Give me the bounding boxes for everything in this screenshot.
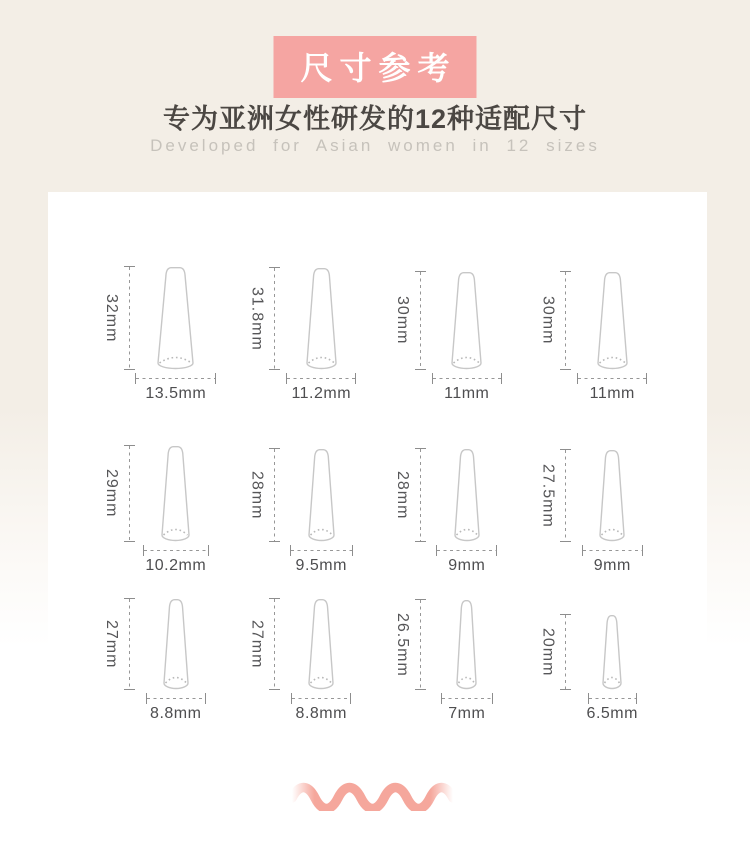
height-dash [420,600,421,689]
height-dimension-label: 27.5mm [539,463,557,528]
height-dimension-label: 30mm [393,296,411,345]
nail-figure [143,445,209,574]
nail-tip-outline [162,598,190,690]
width-dimension-line [441,693,493,704]
nail-tip-outline [305,267,338,370]
nail-figure [577,271,647,402]
nail-size-cell [103,445,249,574]
height-dimension-line [560,449,571,542]
height-dimension [102,266,135,370]
nail-size-cell [394,445,540,574]
nail-size-grid [103,0,685,851]
height-dimension-line [415,599,426,690]
width-dimension-line [432,373,502,384]
width-dash [578,378,646,379]
height-dash [420,449,421,541]
height-dimension-line [124,445,135,542]
section-title: 专为亚洲女性研发的12种适配尺寸 [162,104,588,134]
nail-tip-outline [307,598,335,690]
width-dimension-line [577,373,647,384]
width-dimension-line [436,545,497,556]
width-dash [287,378,355,379]
height-dash [274,449,275,541]
size-row [103,266,685,402]
height-dash [565,615,566,689]
height-dash [420,272,421,369]
nail-size-cell [249,598,395,722]
width-dimension-line [286,373,356,384]
height-dimension-label: 28mm [248,470,266,520]
nail-size-cell [249,266,395,402]
height-dimension-label: 30mm [539,296,557,345]
size-row [103,445,685,574]
width-dimension-line [143,545,209,556]
height-dash [274,268,275,369]
width-dimension-label: 10.2mm [145,557,207,574]
nail-tip-outline [450,271,483,370]
height-dimension-label: 26.5mm [393,612,411,677]
height-dimension-label: 20mm [539,627,557,677]
width-dimension-label: 9.5mm [295,557,347,574]
height-dimension-label: 27mm [102,619,120,669]
height-dimension-line [124,598,135,690]
height-dimension [538,449,571,542]
width-dash [291,550,352,551]
nail-tip-outline [601,614,623,690]
nail-size-cell [394,266,540,402]
size-row [103,598,685,722]
height-dash [129,599,130,689]
height-dimension-line [415,448,426,542]
nail-size-cell [249,445,395,574]
section-subtitle-en: Developed for Asian women in 12 sizes [150,136,600,155]
width-dimension-label: 6.5mm [586,705,638,722]
nail-tip-outline [598,449,626,542]
width-dimension-line [588,693,637,704]
height-dimension [538,614,571,690]
height-dimension-line [560,614,571,690]
nail-figure [436,448,497,574]
nail-figure [587,614,638,722]
nail-tip-outline [596,271,629,370]
nail-tip-outline [455,599,478,690]
width-dimension-label: 11.2mm [291,385,352,402]
wave-decoration [287,777,463,811]
nail-size-cell [394,598,540,722]
height-dimension-line [124,266,135,370]
width-dash [147,698,205,699]
height-dash [129,446,130,541]
nail-figure [441,599,493,722]
section-badge: 尺寸参考 [273,36,476,98]
nail-figure [135,266,216,402]
width-dimension-line [291,693,351,704]
width-dimension-label: 8.8mm [150,705,202,722]
height-dimension-line [269,598,280,690]
width-dimension-line [582,545,643,556]
width-dimension-label: 13.5mm [145,385,207,402]
height-dimension-line [269,448,280,542]
height-dimension [247,267,280,370]
wave-path [292,788,453,809]
height-dash [274,599,275,689]
width-dash [433,378,501,379]
height-dash [129,267,130,369]
height-dimension-line [415,271,426,370]
nail-tip-outline [156,266,195,370]
width-dash [589,698,636,699]
width-dimension-line [146,693,206,704]
nail-figure [146,598,206,722]
height-dimension-line [269,267,280,370]
height-dimension [247,598,280,690]
width-dimension-line [135,373,216,384]
height-dimension [102,598,135,690]
nail-figure [432,271,502,402]
height-dimension [393,599,426,690]
nail-tip-outline [307,448,336,542]
height-dimension [102,445,135,542]
nail-figure [582,449,643,574]
width-dimension-label: 11mm [444,385,490,402]
width-dash [292,698,350,699]
width-dash [136,378,215,379]
height-dimension [538,271,571,370]
nail-size-cell [540,445,686,574]
width-dash [437,550,496,551]
nail-size-cell [540,598,686,722]
height-dimension [393,448,426,542]
width-dimension-label: 8.8mm [295,705,347,722]
width-dimension-label: 9mm [593,557,631,574]
width-dash [442,698,492,699]
height-dimension [247,448,280,542]
nail-figure [291,598,351,722]
height-dimension [393,271,426,370]
nail-size-cell [103,598,249,722]
height-dimension-label: 27mm [248,619,266,669]
width-dash [144,550,208,551]
nail-size-cell [540,266,686,402]
height-dimension-label: 28mm [393,470,411,520]
width-dimension-label: 7mm [448,705,486,722]
width-dash [583,550,642,551]
width-dimension-label: 9mm [448,557,486,574]
width-dimension-label: 11mm [589,385,635,402]
height-dimension-label: 29mm [102,469,120,518]
height-dimension-label: 31.8mm [248,286,266,351]
height-dash [565,450,566,541]
nail-tip-outline [160,445,191,542]
nail-figure [290,448,353,574]
nail-figure [286,267,356,402]
height-dimension-line [560,271,571,370]
width-dimension-line [290,545,353,556]
nail-size-cell [103,266,249,402]
height-dash [565,272,566,369]
nail-tip-outline [453,448,481,542]
height-dimension-label: 32mm [102,293,120,343]
